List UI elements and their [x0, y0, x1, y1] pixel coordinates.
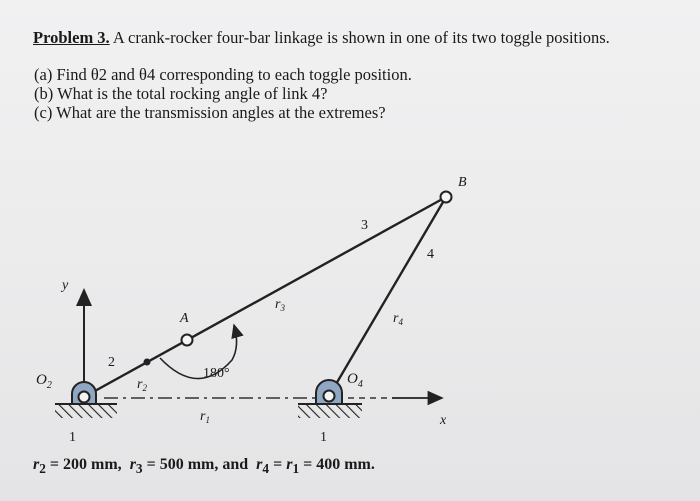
label-r4: $r_4$ — [393, 311, 403, 327]
joint-a — [182, 335, 193, 346]
label-link-2: 2 — [108, 355, 115, 370]
footer-r1-sub: 1 — [292, 461, 300, 477]
footer-r3-value: = 500 mm, and — [142, 456, 257, 473]
label-o2: $O_2$ — [36, 372, 52, 391]
label-ground-left: 1 — [69, 430, 76, 445]
footer-r2-value: = 200 mm, — [45, 456, 130, 473]
question-c: (c) What are the transmission angles at the extremes? — [34, 103, 386, 122]
label-y-axis: y — [62, 278, 69, 293]
footer-r4-sub: 4 — [262, 461, 270, 477]
label-link-4: 4 — [427, 247, 434, 262]
label-point-b: B — [458, 175, 467, 190]
question-b: (b) What is the total rocking angle of link 4? — [34, 84, 328, 103]
footer-r4-symbol: r — [256, 456, 263, 473]
footer-r2-symbol: r — [33, 456, 40, 473]
ground-hatch-left — [55, 404, 117, 418]
footer-r2-sub: 2 — [39, 461, 46, 477]
label-r3: $r_3$ — [275, 297, 285, 313]
label-point-a: A — [180, 311, 189, 326]
label-r2: $r_2$ — [137, 377, 147, 393]
footer-r3-sub: 3 — [135, 461, 143, 477]
label-link-3: 3 — [361, 218, 368, 233]
footer-r4-r1-value: = 400 mm. — [299, 456, 375, 473]
ground-hatch-right — [298, 404, 362, 418]
link-3-coupler — [84, 197, 446, 397]
footer-equals: = — [269, 456, 287, 473]
footer-r1-symbol: r — [286, 456, 293, 473]
label-o4: $O_4$ — [347, 371, 363, 390]
link-4-rocker — [329, 197, 446, 396]
label-angle-180: 180° — [203, 366, 230, 381]
pivot-o4-pin — [324, 391, 335, 402]
joint-dot — [144, 359, 151, 366]
question-a: (a) Find θ2 and θ4 corresponding to each toggle position. — [34, 65, 412, 84]
footer-r3-symbol: r — [129, 456, 136, 473]
label-x-axis: x — [440, 413, 447, 428]
joint-b — [441, 192, 452, 203]
label-r1: $r_1$ — [200, 409, 210, 425]
label-ground-right: 1 — [320, 430, 327, 445]
dimensions-footer — [33, 456, 375, 477]
pivot-o2-pin — [79, 392, 90, 403]
problem-statement: A crank-rocker four-bar linkage is shown in one of its two toggle positions. — [112, 28, 610, 47]
problem-label: Problem 3. — [33, 28, 110, 47]
